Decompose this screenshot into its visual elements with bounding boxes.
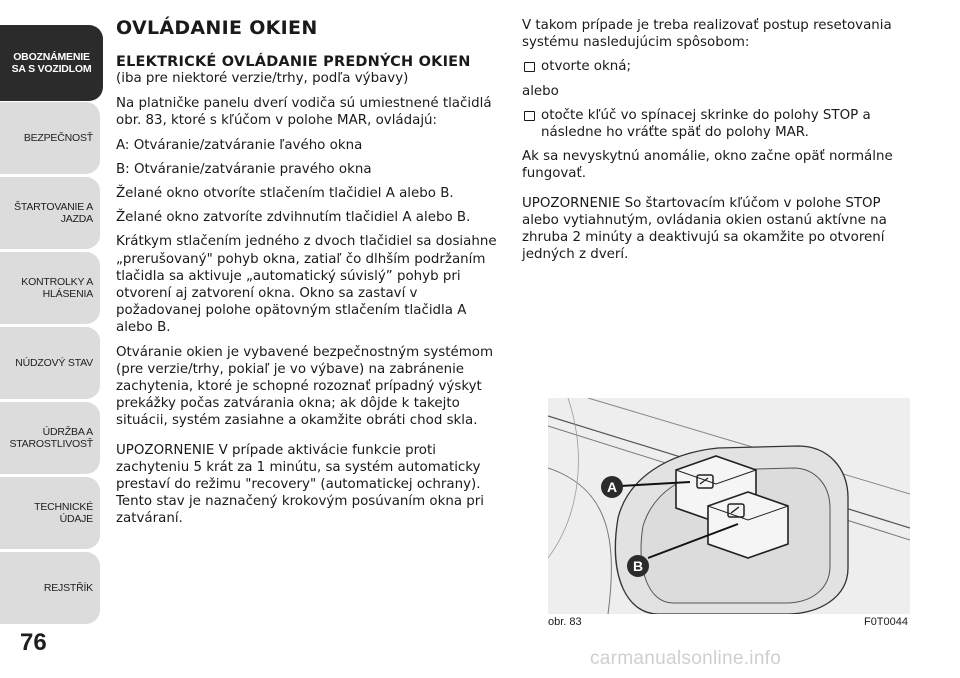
tab-bezpecnost[interactable]	[0, 102, 100, 174]
chapter-tabs	[0, 0, 104, 678]
tab-label-line1: TECHNICKÉ ÚDAJE	[34, 501, 93, 525]
tab-label-line1: NÚDZOVÝ STAV	[15, 357, 93, 369]
tab-label-line1: REJSTŘÍK	[43, 582, 93, 594]
paragraph: Ak sa nevyskytnú anomálie, okno začne opäť normálne fungovať.	[522, 149, 893, 182]
warning-paragraph: UPOZORNENIE So štartovacím kľúčom v polohe STOP alebo vytiahnutým, ovládania okien ostanú aktívne na zhruba 2 minúty a deaktivujú sa okamžite po otvorení jedných z dverí.	[522, 195, 887, 263]
tab-udrzba[interactable]	[0, 402, 100, 474]
tab-label-line2: JAZDA	[60, 213, 93, 225]
bullet-item: otočte kľúč vo spínacej skrinke do polohy STOP a následne ho vráťte späť do polohy MAR.	[522, 107, 912, 141]
paragraph: Želané okno otvoríte stlačením tlačidiel A alebo B.	[116, 186, 454, 202]
tab-kontrolky[interactable]	[0, 252, 100, 324]
paragraph: alebo	[522, 83, 559, 99]
switch-b-icon	[708, 492, 788, 558]
paragraph: B: Otváranie/zatváranie pravého okna	[116, 161, 372, 177]
callout-a-label: A	[606, 479, 618, 495]
tab-label-line1: OBOZNÁMENIE	[13, 51, 90, 63]
watermark: carmanualsonline.info	[590, 648, 782, 669]
page-number: 76	[20, 629, 47, 656]
tab-label-line1: KONTROLKY A	[21, 276, 93, 288]
figure-window-switches	[548, 398, 910, 614]
figure-number: obr. 83	[548, 616, 582, 628]
tab-label-line1: ŠTARTOVANIE A	[14, 201, 93, 213]
tab-label-line2: HLÁSENIA	[42, 288, 93, 300]
tab-rejstrik[interactable]	[0, 552, 100, 624]
warning-paragraph: UPOZORNENIE V prípade aktivácie funkcie proti zachyteniu 5 krát za 1 minútu, sa systém automaticky prestaví do režimu "recovery" (automatickej ochrany). Tento stav je naznačený krokovým posúvaním okna pri zatváraní.	[116, 442, 485, 527]
tab-technicke-udaje[interactable]	[0, 477, 100, 549]
figure-caption	[548, 616, 910, 630]
right-column	[522, 17, 912, 270]
paragraph: V takom prípade je treba realizovať postup resetovania systému nasledujúcim spôsobom:	[522, 18, 892, 51]
paragraph: Na platničke panelu dverí vodiča sú umiestnené tlačidlá obr. 83, ktoré s kľúčom v polohe MAR, ovládajú:	[116, 96, 492, 129]
tab-label-line2: STAROSTLIVOSŤ	[9, 438, 93, 450]
tab-nudzovy-stav[interactable]	[0, 327, 100, 399]
availability-note: (iba pre niektoré verzie/trhy, podľa výbavy)	[116, 71, 409, 86]
paragraph: Želané okno zatvoríte zdvihnutím tlačidiel A alebo B.	[116, 210, 471, 226]
section-title: OVLÁDANIE OKIEN	[116, 17, 318, 39]
tab-oboznamenie[interactable]	[0, 25, 103, 101]
tab-label-line2: SA S VOZIDLOM	[11, 63, 92, 75]
left-column	[116, 17, 502, 535]
tab-startovanie[interactable]	[0, 177, 100, 249]
callout-b-label: B	[632, 558, 644, 574]
paragraph: Otváranie okien je vybavené bezpečnostným systémom (pre verzie/trhy, pokiaľ je vo výbave) na zabránenie zachytenia, ktoré je schopné rozoznať prípadný výskyt prekážky počas zatvárania okna; ak dôjde k takejto situácii, systém zasiahne a okamžite obráti chod skla.	[116, 344, 494, 429]
subsection-title: ELEKTRICKÉ OVLÁDANIE PREDNÝCH OKIEN	[116, 54, 471, 70]
paragraph: Krátkym stlačením jedného z dvoch tlačidiel sa dosiahne „prerušovaný" pohyb okna, zatiaľ čo dlhším podržaním tlačidla sa aktivuje „automatický súvislý” pohyb pri otvorení aj zatvorení okna. Okno sa zastaví v požadovanej polohe opätovným stlačením tlačidla A alebo B.	[116, 234, 497, 336]
bullet-item: otvorte okná;	[522, 58, 912, 75]
tab-label-line1: ÚDRŽBA A	[42, 426, 93, 438]
paragraph: A: Otváranie/zatváranie ľavého okna	[116, 137, 363, 153]
figure-code: F0T0044	[863, 616, 908, 628]
tab-label-line1: BEZPEČNOSŤ	[23, 132, 93, 144]
